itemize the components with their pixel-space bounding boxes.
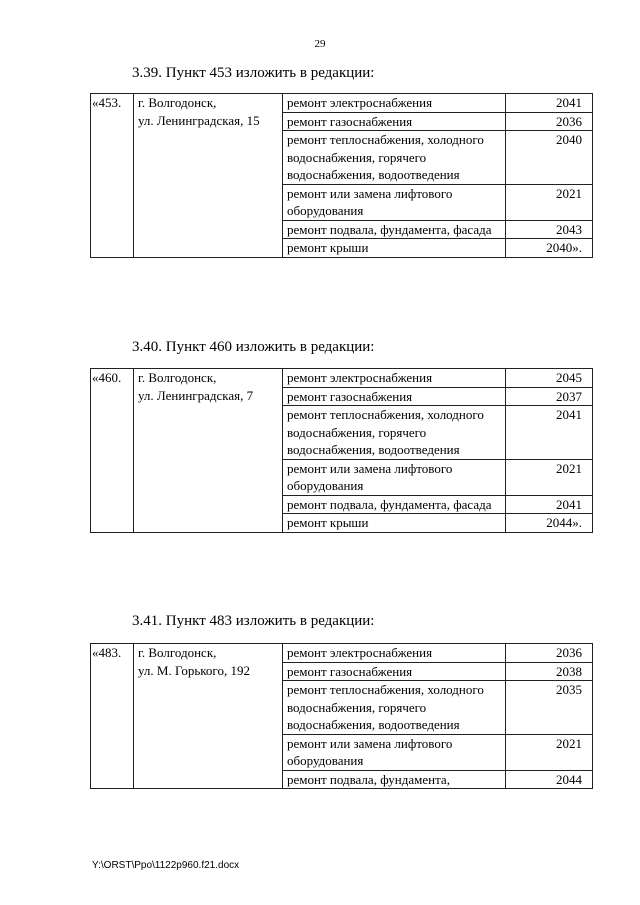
year-cell: 2036: [506, 644, 593, 663]
work-cell: ремонт газоснабжения: [283, 662, 506, 681]
work-cell: ремонт крыши: [283, 514, 506, 533]
item-number: «460.: [91, 369, 134, 533]
item-number: «453.: [91, 94, 134, 258]
year-cell: 2041: [506, 94, 593, 113]
address-street: ул. Ленинградская, 7: [138, 387, 254, 403]
year-cell: 2021: [506, 459, 593, 495]
table-row: [91, 644, 593, 663]
year-cell: 2043: [506, 220, 593, 239]
year-cell: 2041: [506, 406, 593, 460]
year-cell: 2037: [506, 387, 593, 406]
year-cell: 2021: [506, 184, 593, 220]
year-cell: 2041: [506, 495, 593, 514]
item-number: «483.: [91, 644, 134, 789]
section-heading: 3.39. Пункт 453 изложить в редакции:: [132, 65, 375, 81]
address-cell: [134, 94, 283, 258]
work-cell: ремонт теплоснабжения, холодного водоснабжения, горячего водоснабжения, водоотведения: [283, 406, 506, 460]
address-cell: [134, 369, 283, 533]
work-cell: ремонт подвала, фундамента, фасада: [283, 495, 506, 514]
section-heading: 3.40. Пункт 460 изложить в редакции:: [132, 339, 375, 355]
address-street: ул. М. Горького, 192: [138, 662, 250, 678]
year-cell: 2038: [506, 662, 593, 681]
work-cell: ремонт электроснабжения: [283, 644, 506, 663]
work-cell: ремонт теплоснабжения, холодного водоснабжения, горячего водоснабжения, водоотведения: [283, 681, 506, 735]
year-cell: 2036: [506, 112, 593, 131]
work-cell: ремонт крыши: [283, 239, 506, 258]
page-number: 29: [314, 38, 326, 50]
work-cell: ремонт теплоснабжения, холодного водоснабжения, горячего водоснабжения, водоотведения: [283, 131, 506, 185]
year-cell: 2040: [506, 131, 593, 185]
schedule-table: [90, 643, 593, 789]
address-city: г. Волгодонск,: [138, 645, 217, 660]
work-cell: ремонт газоснабжения: [283, 112, 506, 131]
schedule-table: [90, 368, 593, 533]
section-heading: 3.41. Пункт 483 изложить в редакции:: [132, 613, 375, 629]
year-cell: 2044: [506, 770, 593, 789]
work-cell: ремонт электроснабжения: [283, 369, 506, 388]
year-cell: 2044».: [506, 514, 593, 533]
address-street: ул. Ленинградская, 15: [138, 112, 260, 128]
schedule-table: [90, 93, 593, 258]
address-city: г. Волгодонск,: [138, 370, 217, 385]
year-cell: 2035: [506, 681, 593, 735]
work-cell: ремонт подвала, фундамента,: [283, 770, 506, 789]
work-cell: ремонт подвала, фундамента, фасада: [283, 220, 506, 239]
work-cell: ремонт или замена лифтового оборудования: [283, 459, 506, 495]
work-cell: ремонт газоснабжения: [283, 387, 506, 406]
address-cell: [134, 644, 283, 789]
year-cell: 2045: [506, 369, 593, 388]
document-path: Y:\ORST\Ppo\1122p960.f21.docx: [92, 860, 240, 871]
work-cell: ремонт или замена лифтового оборудования: [283, 734, 506, 770]
year-cell: 2040».: [506, 239, 593, 258]
table-row: [91, 369, 593, 388]
year-cell: 2021: [506, 734, 593, 770]
work-cell: ремонт или замена лифтового оборудования: [283, 184, 506, 220]
table-row: [91, 94, 593, 113]
address-city: г. Волгодонск,: [138, 95, 217, 110]
work-cell: ремонт электроснабжения: [283, 94, 506, 113]
